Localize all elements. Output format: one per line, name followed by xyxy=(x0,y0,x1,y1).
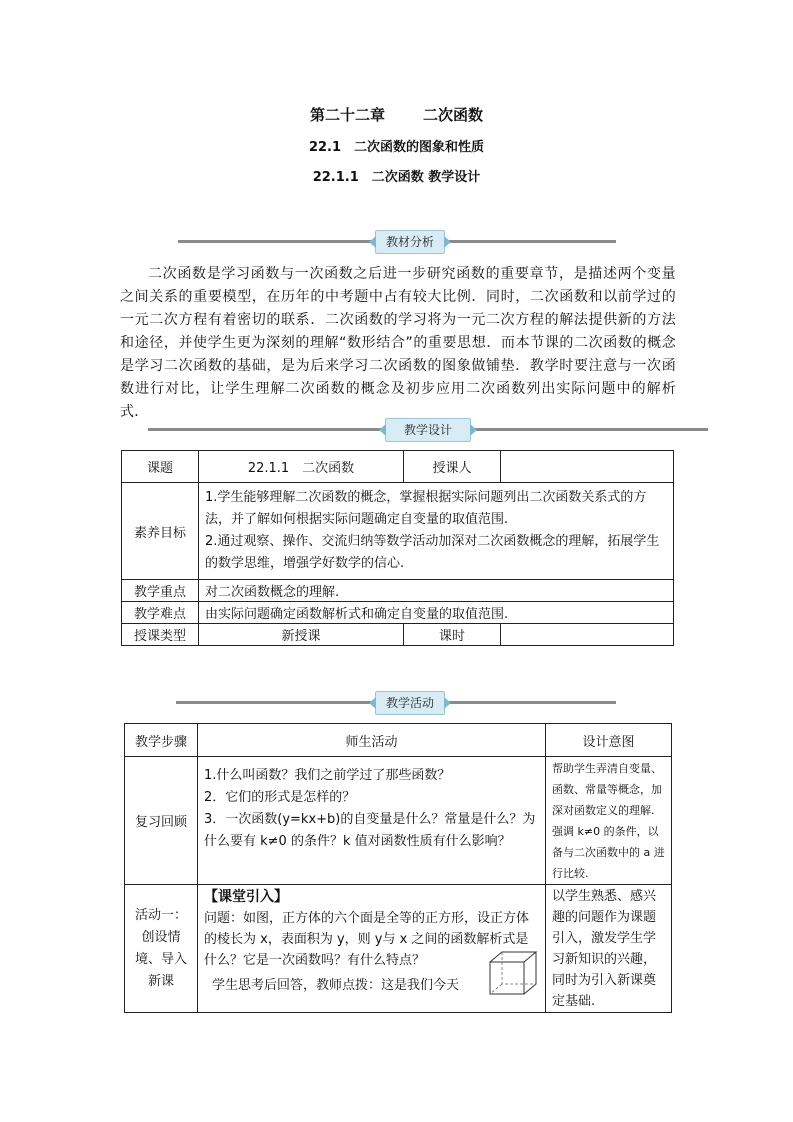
activity-heading: 教学活动 xyxy=(375,691,445,715)
goals-cell xyxy=(199,483,674,580)
col-intent-header: 设计意图 xyxy=(546,724,672,757)
goals-label: 素养目标 xyxy=(122,483,199,580)
teacher-value xyxy=(501,451,674,483)
review-activity xyxy=(198,757,546,885)
section-title: 22.1 二次函数的图象和性质 xyxy=(308,140,485,155)
activity1-content xyxy=(198,885,546,1013)
cube-icon xyxy=(488,950,540,996)
type-value: 新授课 xyxy=(199,624,404,646)
table-row xyxy=(122,483,674,580)
teacher-label: 授课人 xyxy=(404,451,501,483)
analysis-text: 二次函数是学习函数与一次函数之后进一步研究函数的重要章节，是描述两个变量之间关系的重要模型，在历年的中考题中占有较大比例．同时，二次函数和以前学过的一元二次方程有着密切的联系．二次函数的学习将为一元二次方程的解法提供新的方法和途径，并使学生更为深刻的理解“数形结合”的重要思想．而本节课的二次函数的概念是学习二次函数的基础，是为后来学习二次函数的图象做铺垫．教学时要注意与一次函数进行对比，让学生理解二次函数的概念及初步应用二次函数列出实际问题中的解析式． xyxy=(120,266,676,420)
difficulty-value: 由实际问题确定函数解析式和确定自变量的取值范围. xyxy=(199,602,674,624)
goal-1: 1.学生能够理解二次函数的概念，掌握根据实际问题列出二次函数关系式的方法，并了解如何根据实际问题确定自变量的取值范围. xyxy=(205,490,647,527)
chapter-number: 第二十二章 xyxy=(309,106,385,124)
key-label: 教学重点 xyxy=(122,580,199,602)
design-table xyxy=(121,450,674,646)
table-row xyxy=(125,885,672,1013)
activity1-followup: 学生思考后回答，教师点拨：这是我们今天 xyxy=(212,978,460,993)
difficulty-label: 教学难点 xyxy=(122,602,199,624)
analysis-heading: 教材分析 xyxy=(375,230,445,254)
activity1-intent: 以学生熟悉、感兴趣的问题作为课题引入，激发学生学习新知识的兴趣，同时为引入新课奠定基础. xyxy=(546,885,672,1013)
table-row xyxy=(122,580,674,602)
table-row xyxy=(122,602,674,624)
col-activity-header: 师生活动 xyxy=(198,724,546,757)
type-label: 授课类型 xyxy=(122,624,199,646)
topic-label: 课题 xyxy=(122,451,199,483)
hours-label: 课时 xyxy=(404,624,501,646)
review-q2: 2．它们的形式是怎样的？ xyxy=(204,790,356,805)
chapter-title xyxy=(0,104,793,125)
topic-value: 22.1.1 二次函数 xyxy=(199,451,404,483)
lesson-title: 22.1.1 二次函数 教学设计 xyxy=(312,170,481,185)
col-step-header: 教学步骤 xyxy=(125,724,198,757)
review-q1: 1.什么叫函数？我们之前学过了那些函数？ xyxy=(204,768,451,783)
review-step: 复习回顾 xyxy=(125,757,198,885)
table-row xyxy=(125,724,672,757)
design-heading: 教学设计 xyxy=(385,418,471,442)
activity1-problem: 问题：如图，正方体的六个面是全等的正方形，设正方体的棱长为 x，表面积为 y，则 y与 x 之间的函数解析式是什么？它是一次函数吗？有什么特点？ xyxy=(204,911,530,968)
table-row xyxy=(125,757,672,885)
activity-table xyxy=(124,723,672,1013)
table-row xyxy=(122,451,674,483)
review-q3: 3．一次函数(y=kx+b)的自变量是什么？常量是什么？为什么要有 k≠0 的条件？k 值对函数性质有什么影响？ xyxy=(204,812,536,849)
activity1-subtitle: 【课堂引入】 xyxy=(204,889,288,905)
hours-value xyxy=(501,624,674,646)
chapter-name: 二次函数 xyxy=(423,106,484,124)
table-row xyxy=(122,624,674,646)
activity1-step: 活动一：创设情境、导入新课 xyxy=(125,885,198,1013)
goal-2: 2.通过观察、操作、交流归纳等数学活动加深对二次函数概念的理解，拓展学生的数学思维，增强学好数学的信心. xyxy=(205,534,660,571)
review-intent: 帮助学生弄清自变量、函数、常量等概念，加深对函数定义的理解.强调 k≠0 的条件，以备与二次函数中的 a 进行比较. xyxy=(546,757,672,885)
key-value: 对二次函数概念的理解. xyxy=(199,580,674,602)
